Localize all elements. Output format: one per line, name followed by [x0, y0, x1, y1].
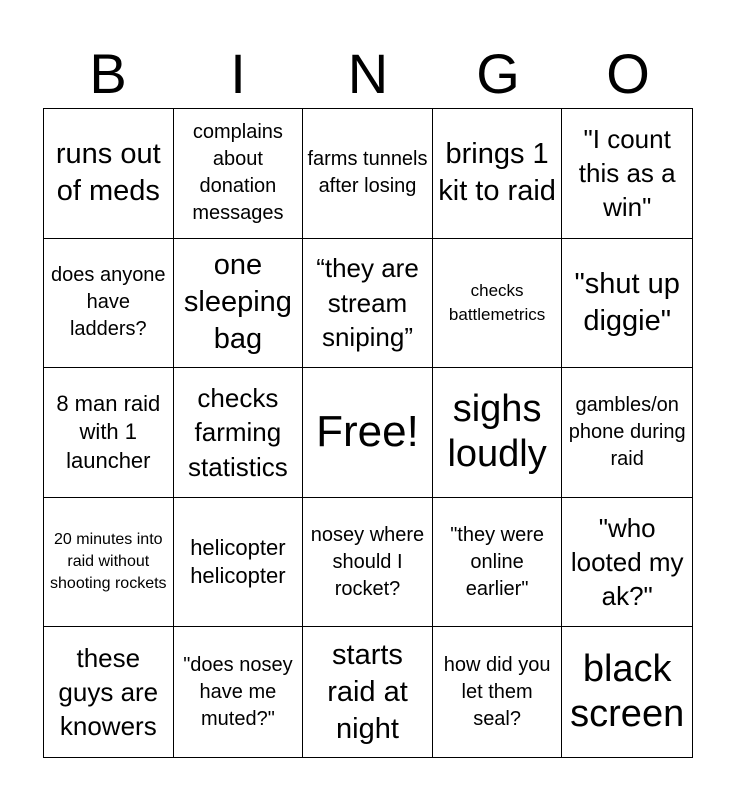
- bingo-cell[interactable]: [174, 109, 304, 239]
- cell-text: “they are stream sniping”: [316, 253, 419, 353]
- bingo-cell[interactable]: [562, 498, 692, 628]
- bingo-cell[interactable]: [562, 109, 692, 239]
- cell-text: "I count this as a win": [578, 123, 676, 223]
- bingo-cell[interactable]: [44, 368, 174, 498]
- cell-text: helicopter helicopter: [190, 534, 286, 589]
- cell-text: complains about donation messages: [192, 121, 284, 225]
- bingo-card-grid: [43, 108, 693, 758]
- bingo-cell[interactable]: [303, 498, 433, 628]
- bingo-cell[interactable]: [433, 498, 563, 628]
- bingo-cell[interactable]: [562, 627, 692, 757]
- bingo-cell[interactable]: [174, 368, 304, 498]
- bingo-cell[interactable]: [174, 627, 304, 757]
- bingo-cell[interactable]: [44, 627, 174, 757]
- cell-text: does anyone have ladders?: [51, 264, 166, 341]
- cell-text: nosey where should I rocket?: [310, 523, 425, 600]
- bingo-cell[interactable]: [433, 368, 563, 498]
- cell-text: farms tunnels after losing: [307, 148, 428, 198]
- header-letter-i: I: [230, 42, 246, 105]
- cell-text: Free!: [316, 407, 419, 457]
- bingo-cell[interactable]: [303, 239, 433, 369]
- bingo-cell[interactable]: [433, 109, 563, 239]
- bingo-cell[interactable]: [174, 498, 304, 628]
- bingo-cell[interactable]: [44, 239, 174, 369]
- cell-text: sighs loudly: [447, 387, 547, 476]
- cell-text: 8 man raid with 1 launcher: [56, 390, 161, 473]
- bingo-cell[interactable]: [562, 239, 692, 369]
- cell-text: "they were online earlier": [450, 523, 544, 600]
- bingo-cell[interactable]: [562, 368, 692, 498]
- cell-text: "who looted my ak?": [570, 512, 684, 612]
- header-letter-g: G: [476, 42, 520, 105]
- cell-text: gambles/on phone during raid: [568, 393, 686, 470]
- bingo-cell[interactable]: [433, 627, 563, 757]
- bingo-cell[interactable]: [303, 109, 433, 239]
- cell-text: "shut up diggie": [574, 267, 680, 337]
- bingo-cell[interactable]: [44, 498, 174, 628]
- bingo-header: [43, 40, 693, 108]
- header-letter-n: N: [347, 42, 389, 105]
- cell-text: "does nosey have me muted?": [183, 653, 293, 730]
- cell-text: 20 minutes into raid without shooting rockets: [50, 530, 167, 593]
- cell-text: these guys are knowers: [58, 642, 159, 742]
- bingo-cell[interactable]: [174, 239, 304, 369]
- bingo-cell[interactable]: [303, 627, 433, 757]
- bingo-cell[interactable]: [433, 239, 563, 369]
- cell-text: checks farming statistics: [188, 383, 288, 482]
- cell-text: one sleeping bag: [183, 249, 292, 356]
- cell-text: starts raid at night: [327, 638, 408, 745]
- cell-text: black screen: [570, 647, 685, 736]
- cell-text: runs out of meds: [55, 138, 161, 208]
- header-letter-o: O: [606, 42, 650, 105]
- cell-text: how did you let them seal?: [443, 653, 551, 730]
- header-letter-b: B: [89, 42, 127, 105]
- free-space-cell[interactable]: [303, 368, 433, 498]
- cell-text: checks battlemetrics: [448, 281, 546, 324]
- cell-text: brings 1 kit to raid: [438, 138, 556, 208]
- bingo-cell[interactable]: [44, 109, 174, 239]
